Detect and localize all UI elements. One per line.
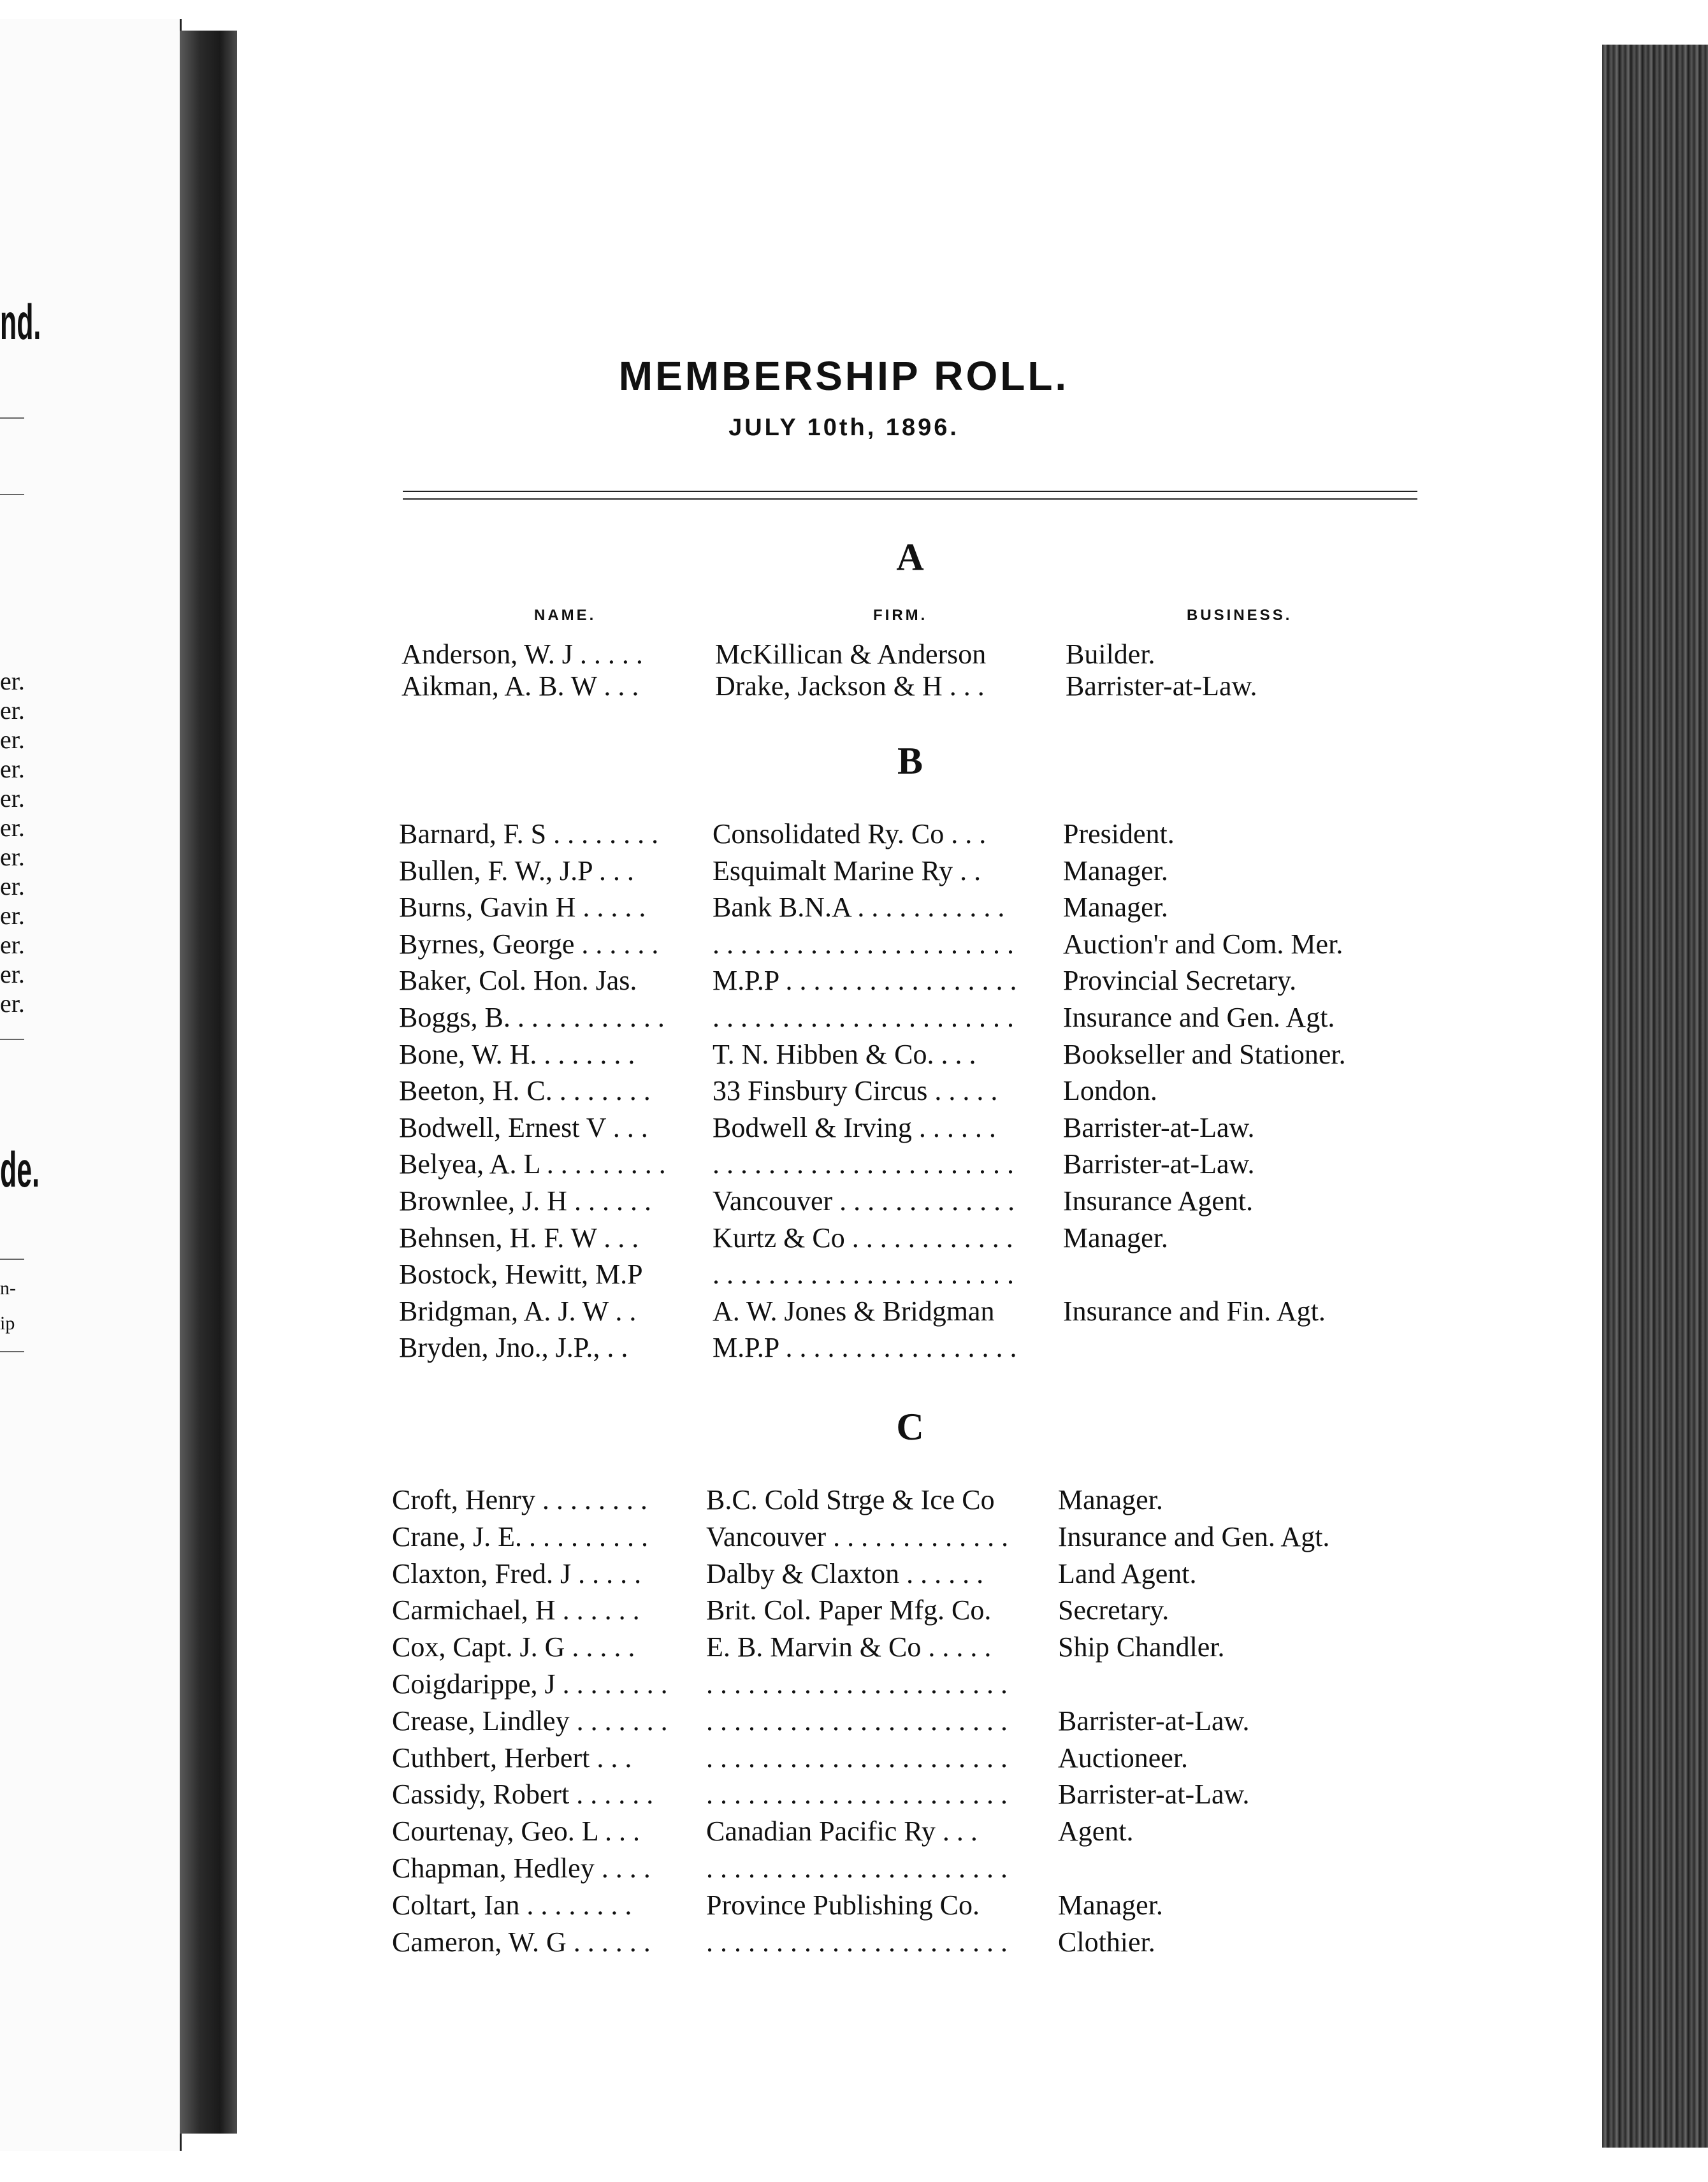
member-business: Barrister-at-Law.	[1058, 1705, 1250, 1737]
left-page-fragment: er.	[0, 725, 25, 754]
member-name: Bodwell, Ernest V . . .	[399, 1112, 648, 1143]
member-row	[0, 1924, 1708, 1961]
member-business: Barrister-at-Law.	[1066, 670, 1257, 702]
left-page-fragment: ip	[0, 1313, 15, 1334]
member-row	[0, 1073, 1708, 1109]
member-business: Ship Chandler.	[1058, 1631, 1225, 1663]
section-letter: A	[896, 536, 924, 578]
member-business: Agent.	[1058, 1816, 1134, 1847]
member-name: Carmichael, H . . . . . .	[392, 1594, 640, 1626]
member-firm: M.P.P . . . . . . . . . . . . . . . . .	[713, 965, 1017, 996]
left-page-fragment: er.	[0, 960, 25, 988]
page-date: JULY 10th, 1896.	[728, 414, 959, 441]
left-page-fragment: er.	[0, 901, 25, 930]
column-header-firm: FIRM.	[873, 607, 928, 624]
member-name: Bullen, F. W., J.P . . .	[399, 855, 634, 886]
section-letter: B	[897, 740, 923, 782]
member-business: Land Agent.	[1058, 1558, 1197, 1589]
member-business: Auction'r and Com. Mer.	[1063, 928, 1343, 960]
left-page-fragment: er.	[0, 813, 25, 842]
member-name: Bridgman, A. J. W . .	[399, 1296, 637, 1327]
member-name: Crease, Lindley . . . . . . .	[392, 1705, 668, 1737]
member-name: Coigdarippe, J . . . . . . . .	[392, 1668, 668, 1700]
left-page-fragment: er.	[0, 842, 25, 871]
member-name: Brownlee, J. H . . . . . .	[399, 1185, 651, 1217]
member-firm: . . . . . . . . . . . . . . . . . . . . . .	[713, 1259, 1014, 1290]
left-page-fragment: er.	[0, 989, 25, 1018]
member-business: Manager.	[1058, 1484, 1163, 1515]
member-business: Auctioneer.	[1058, 1742, 1189, 1774]
member-firm: . . . . . . . . . . . . . . . . . . . . . .	[706, 1779, 1008, 1810]
member-row	[0, 1592, 1708, 1629]
member-business: Insurance Agent.	[1063, 1185, 1254, 1217]
member-business: Builder.	[1066, 639, 1155, 670]
member-row	[0, 999, 1708, 1036]
member-name: Bryden, Jno., J.P., . .	[399, 1332, 628, 1363]
member-row	[0, 1519, 1708, 1556]
member-firm: T. N. Hibben & Co. . . .	[713, 1039, 976, 1070]
member-name: Croft, Henry . . . . . . . .	[392, 1484, 648, 1515]
member-row	[0, 1813, 1708, 1850]
member-row	[0, 1887, 1708, 1924]
member-name: Bone, W. H. . . . . . . .	[399, 1039, 635, 1070]
member-name: Claxton, Fred. J . . . . .	[392, 1558, 642, 1589]
member-row	[0, 1740, 1708, 1777]
left-page-fragment: er.	[0, 930, 25, 959]
member-business: Clothier.	[1058, 1926, 1155, 1958]
left-page-fragment: er.	[0, 755, 25, 783]
member-row	[0, 1556, 1708, 1593]
member-row	[0, 1482, 1708, 1519]
member-firm: . . . . . . . . . . . . . . . . . . . . . .	[706, 1705, 1008, 1737]
member-name: Byrnes, George . . . . . .	[399, 928, 659, 960]
member-business: London.	[1063, 1075, 1157, 1106]
member-firm: Dalby & Claxton . . . . . .	[706, 1558, 984, 1589]
member-firm: 33 Finsbury Circus . . . . .	[713, 1075, 998, 1106]
left-page-fragment: er.	[0, 696, 25, 725]
member-row	[0, 1850, 1708, 1887]
left-page-divider	[0, 417, 24, 419]
member-row	[0, 1776, 1708, 1813]
member-row	[0, 1703, 1708, 1740]
member-firm: . . . . . . . . . . . . . . . . . . . . . .	[706, 1742, 1008, 1774]
member-name: Chapman, Hedley . . . .	[392, 1853, 651, 1884]
member-name: Cox, Capt. J. G . . . . .	[392, 1631, 635, 1663]
page-title: MEMBERSHIP ROLL.	[618, 352, 1069, 399]
member-name: Boggs, B. . . . . . . . . . . .	[399, 1002, 665, 1033]
member-firm: Consolidated Ry. Co . . .	[713, 818, 987, 849]
member-row	[0, 1256, 1708, 1293]
member-row	[0, 1293, 1708, 1330]
member-business: Barrister-at-Law.	[1063, 1148, 1255, 1180]
member-row	[0, 1036, 1708, 1073]
member-firm: . . . . . . . . . . . . . . . . . . . . . .	[713, 1002, 1014, 1033]
left-page-fragment: er.	[0, 667, 25, 695]
left-page-fragment: er.	[0, 784, 25, 813]
member-row	[0, 1183, 1708, 1220]
member-name: Beeton, H. C. . . . . . . .	[399, 1075, 651, 1106]
member-business: Insurance and Fin. Agt.	[1063, 1296, 1326, 1327]
member-firm: Vancouver . . . . . . . . . . . . .	[706, 1521, 1009, 1552]
member-firm: Vancouver . . . . . . . . . . . . .	[713, 1185, 1015, 1217]
section-letter: C	[896, 1406, 924, 1448]
member-row	[0, 816, 1708, 853]
member-name: Aikman, A. B. W . . .	[402, 670, 639, 702]
member-business: Insurance and Gen. Agt.	[1063, 1002, 1335, 1033]
left-page-fragment: nd.	[0, 294, 41, 350]
member-firm: Bodwell & Irving . . . . . .	[713, 1112, 996, 1143]
member-firm: . . . . . . . . . . . . . . . . . . . . . .	[713, 1148, 1014, 1180]
member-row	[0, 1220, 1708, 1257]
member-name: Burns, Gavin H . . . . .	[399, 892, 646, 923]
member-name: Barnard, F. S . . . . . . . .	[399, 818, 659, 849]
member-name: Belyea, A. L . . . . . . . . .	[399, 1148, 666, 1180]
member-row	[0, 889, 1708, 926]
member-firm: Canadian Pacific Ry . . .	[706, 1816, 978, 1847]
member-business: Manager.	[1063, 1222, 1168, 1254]
left-page-fragment: n-	[0, 1278, 16, 1299]
member-business: Provincial Secretary.	[1063, 965, 1297, 996]
member-firm: A. W. Jones & Bridgman	[713, 1296, 995, 1327]
member-firm: Drake, Jackson & H . . .	[715, 670, 985, 702]
member-business: Manager.	[1058, 1889, 1163, 1921]
member-business: Manager.	[1063, 855, 1168, 886]
member-name: Baker, Col. Hon. Jas.	[399, 965, 637, 996]
member-name: Cameron, W. G . . . . . .	[392, 1926, 651, 1958]
member-firm: Bank B.N.A . . . . . . . . . . .	[713, 892, 1005, 923]
member-name: Bostock, Hewitt, M.P	[399, 1259, 643, 1290]
header-double-rule	[403, 491, 1417, 500]
member-firm: E. B. Marvin & Co . . . . .	[706, 1631, 992, 1663]
member-row	[0, 1666, 1708, 1703]
member-row	[0, 926, 1708, 963]
column-header-business: BUSINESS.	[1187, 607, 1292, 624]
column-header-name: NAME.	[534, 607, 597, 624]
member-firm: . . . . . . . . . . . . . . . . . . . . . .	[706, 1853, 1008, 1884]
left-page-fragment: de.	[0, 1141, 40, 1197]
member-firm: . . . . . . . . . . . . . . . . . . . . . .	[706, 1926, 1008, 1958]
member-row	[0, 1146, 1708, 1183]
member-firm: Brit. Col. Paper Mfg. Co.	[706, 1594, 992, 1626]
member-row	[0, 962, 1708, 999]
member-business: Manager.	[1063, 892, 1168, 923]
left-page-fragment: er.	[0, 872, 25, 900]
member-firm: Esquimalt Marine Ry . .	[713, 855, 981, 886]
member-name: Cassidy, Robert . . . . . .	[392, 1779, 654, 1810]
member-business: Bookseller and Stationer.	[1063, 1039, 1346, 1070]
member-name: Behnsen, H. F. W . . .	[399, 1222, 639, 1254]
member-row	[0, 1629, 1708, 1666]
member-business: Insurance and Gen. Agt.	[1058, 1521, 1330, 1552]
member-firm: Province Publishing Co.	[706, 1889, 980, 1921]
member-row	[0, 668, 1708, 705]
member-name: Anderson, W. J . . . . .	[402, 639, 643, 670]
member-business: President.	[1063, 818, 1175, 849]
left-page-divider	[0, 494, 24, 495]
member-name: Cuthbert, Herbert . . .	[392, 1742, 632, 1774]
member-name: Crane, J. E. . . . . . . . . .	[392, 1521, 649, 1552]
member-firm: M.P.P . . . . . . . . . . . . . . . . .	[713, 1332, 1017, 1363]
member-row	[0, 853, 1708, 890]
member-firm: B.C. Cold Strge & Ice Co	[706, 1484, 995, 1515]
member-name: Coltart, Ian . . . . . . . .	[392, 1889, 632, 1921]
member-name: Courtenay, Geo. L . . .	[392, 1816, 640, 1847]
member-firm: . . . . . . . . . . . . . . . . . . . . . .	[706, 1668, 1008, 1700]
member-business: Barrister-at-Law.	[1058, 1779, 1250, 1810]
member-business: Barrister-at-Law.	[1063, 1112, 1255, 1143]
member-firm: McKillican & Anderson	[715, 639, 987, 670]
member-row	[0, 1329, 1708, 1366]
member-firm: . . . . . . . . . . . . . . . . . . . . . .	[713, 928, 1014, 960]
member-row	[0, 1109, 1708, 1146]
member-firm: Kurtz & Co . . . . . . . . . . . .	[713, 1222, 1013, 1254]
member-business: Secretary.	[1058, 1594, 1169, 1626]
